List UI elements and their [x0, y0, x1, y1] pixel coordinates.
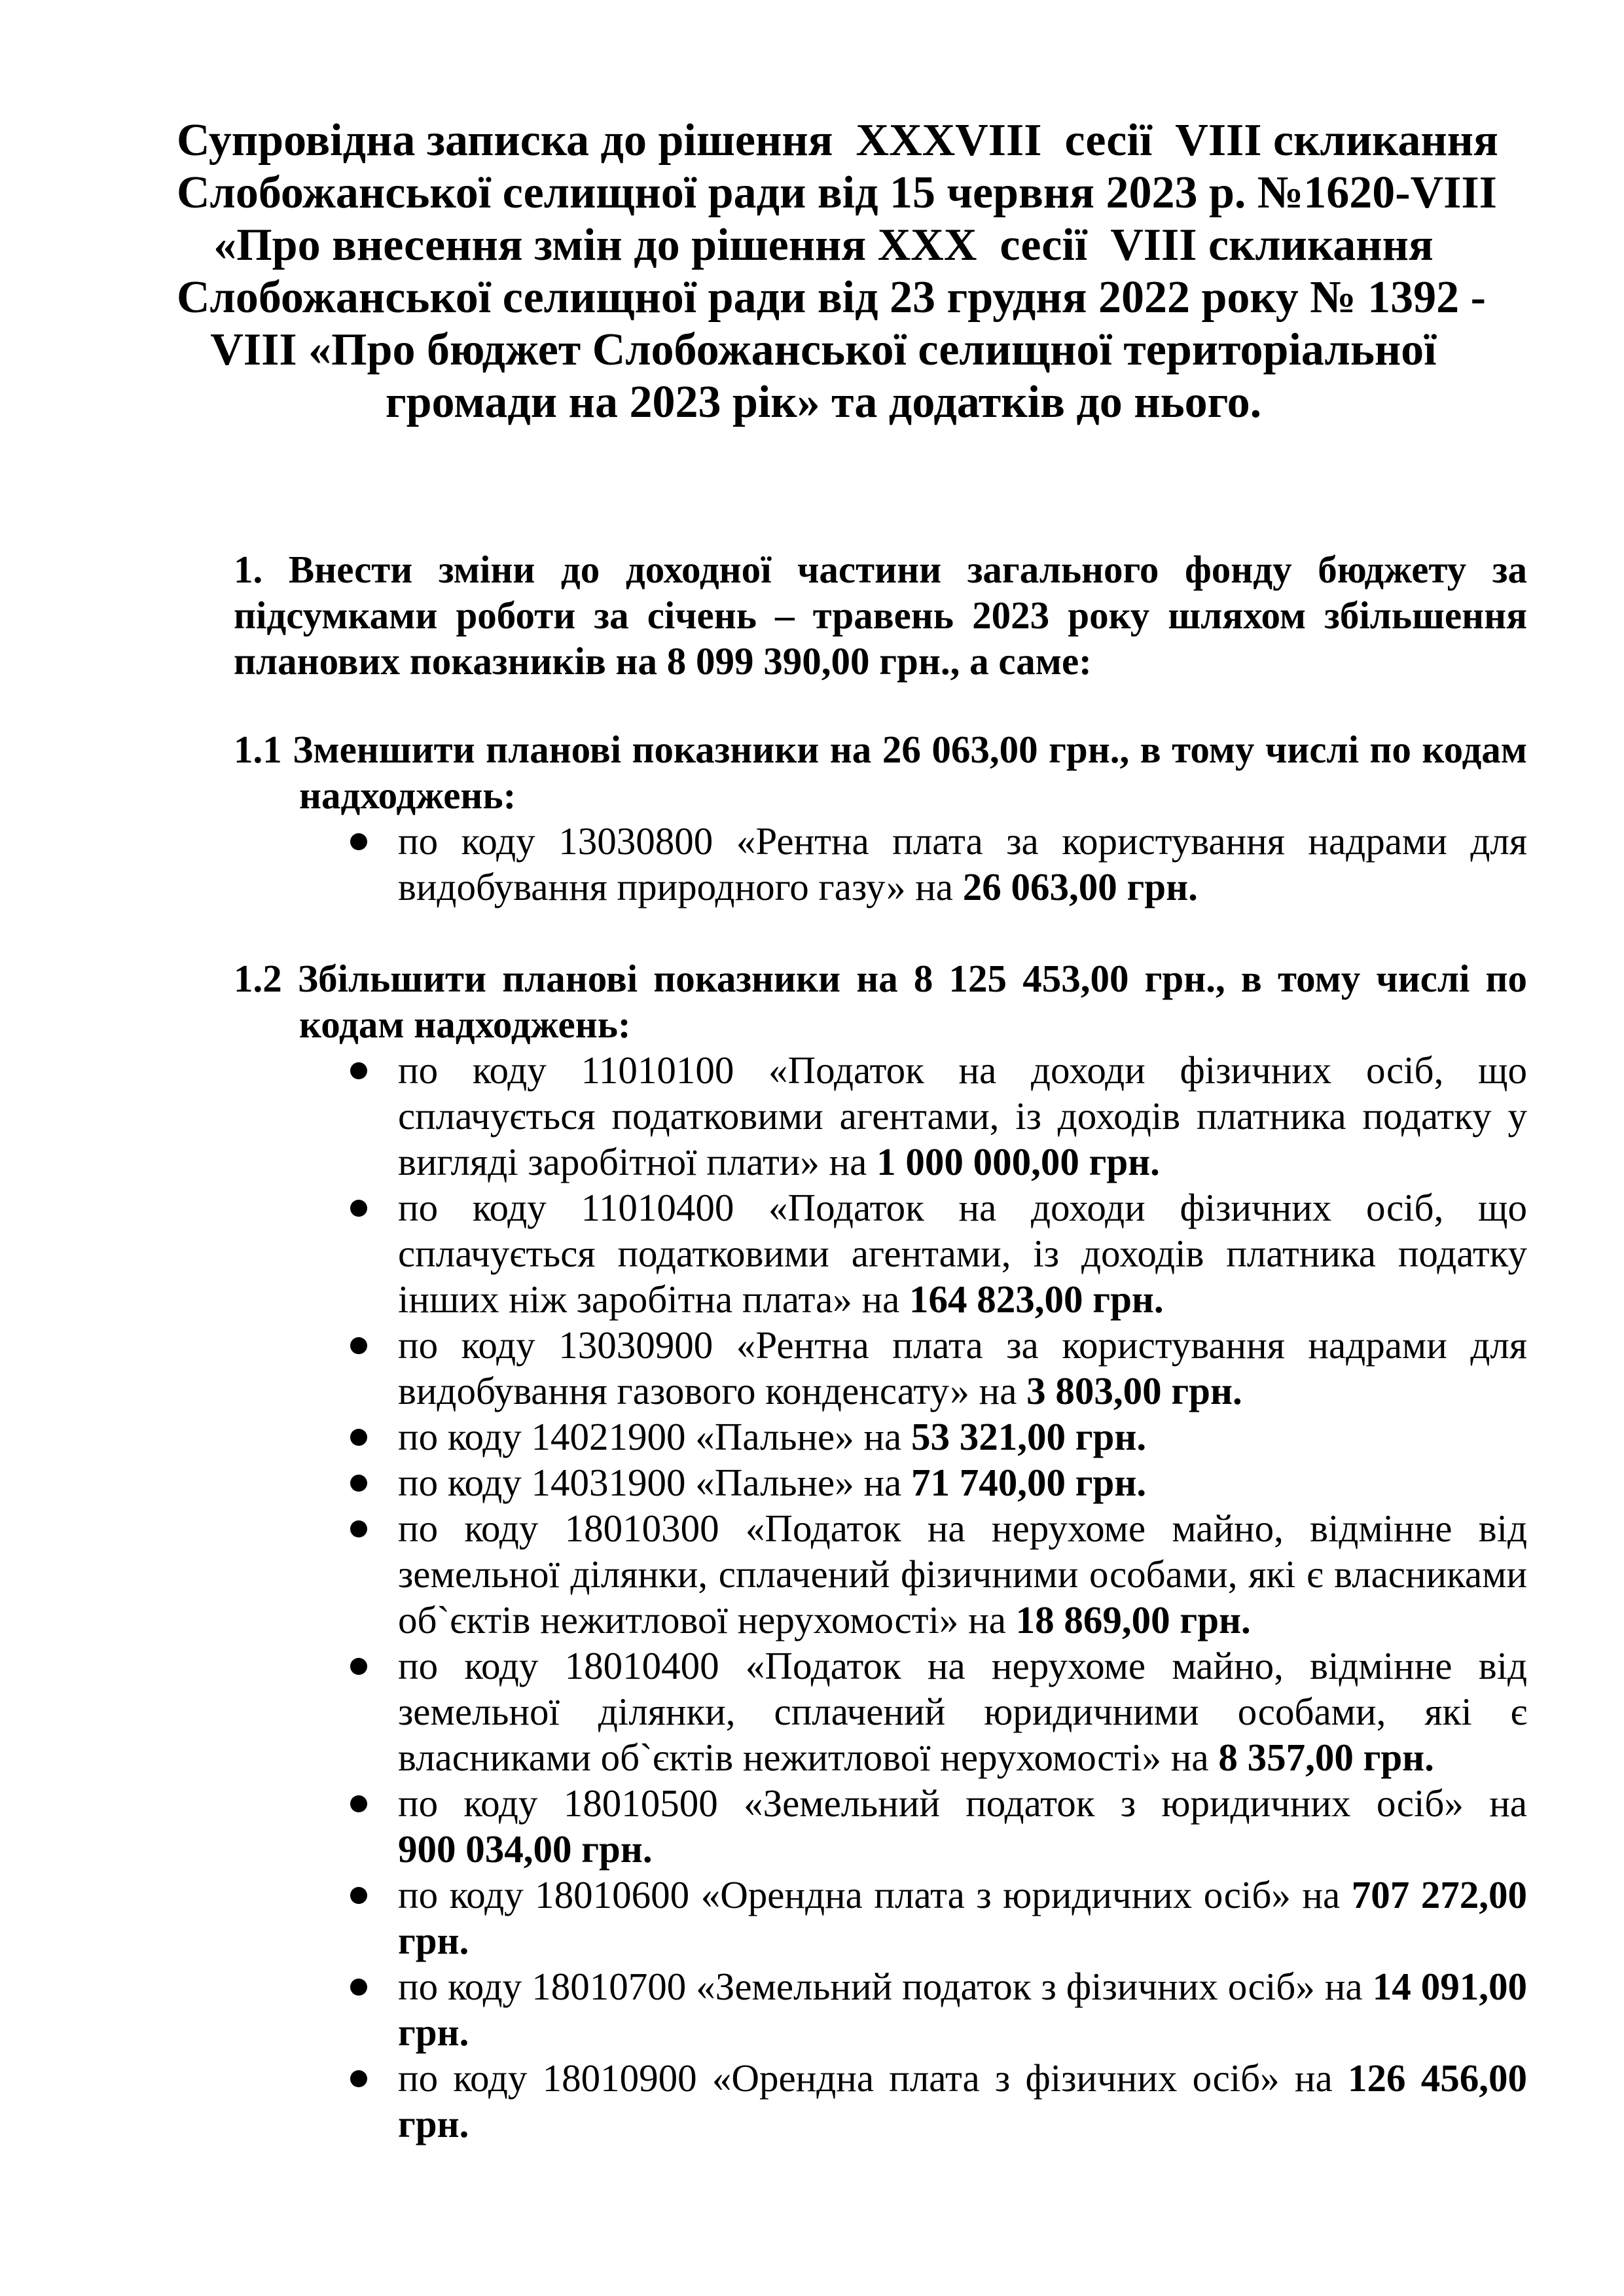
bullet-text: по коду 14031900 «Пальне» на — [398, 1461, 911, 1504]
bullet-item — [234, 818, 1527, 910]
bullet-item — [234, 1460, 1527, 1505]
bullet-item — [234, 1780, 1527, 1872]
amount-bold-text: 53 321,00 грн. — [911, 1415, 1147, 1458]
bullet-item — [234, 1322, 1527, 1414]
bullet-item — [234, 1185, 1527, 1322]
bullet-text: по коду 18010700 «Земельний податок з фізичних осіб» на — [398, 1965, 1373, 2008]
amount-bold-text: 1 000 000,00 грн. — [876, 1140, 1160, 1183]
title-line: Супровідна записка до рішення XXXVIII сесії VIII скликання — [177, 115, 1498, 166]
bullet-text: по коду 13030900 «Рентна плата за користування надрами для видобування газового конденсату» на — [398, 1323, 1527, 1412]
bullet-text: по коду 18010400 «Податок на нерухоме майно, відмінне від земельної ділянки, сплачений юридичними особами, які є власниками об`єктів нежитлової нерухомості» на — [398, 1644, 1527, 1779]
bullet-text: по коду 14021900 «Пальне» на — [398, 1415, 911, 1458]
bullet-item — [234, 1872, 1527, 1964]
decrease-items-list — [234, 818, 1527, 910]
bullet-text: по коду 18010300 «Податок на нерухоме майно, відмінне від земельної ділянки, сплачений фізичними особами, які є власниками об`єктів нежитлової нерухомості» на — [398, 1507, 1527, 1641]
bullet-item — [234, 1047, 1527, 1185]
title-line: Слобожанської селищної ради від 15 червня 2023 р. №1620-VIII — [177, 168, 1497, 218]
section-1-1-heading: 1.1 Зменшити планові показники на 26 063,00 грн., в тому числі по кодам надходжень: — [234, 728, 1527, 817]
intro-paragraph: 1. Внести зміни до доходної частини загального фонду бюджету за підсумками роботи за січень – травень 2023 року шляхом збільшення планових показників на 8 099 390,00 грн., а саме: — [234, 548, 1527, 683]
amount-bold-text: 71 740,00 грн. — [911, 1461, 1147, 1504]
increase-items-list — [234, 1047, 1527, 2147]
amount-bold-text: 900 034,00 грн. — [398, 1827, 653, 1871]
bullet-item — [234, 1643, 1527, 1780]
bullet-text: по коду 18010500 «Земельний податок з юридичних осіб» на — [398, 1782, 1527, 1825]
bullet-item — [234, 2055, 1527, 2147]
section-1-2-heading: 1.2 Збільшити планові показники на 8 125 453,00 грн., в тому числі по кодам надходжень: — [234, 957, 1527, 1046]
amount-bold-text: 8 357,00 грн. — [1218, 1736, 1434, 1779]
bullet-text: по коду 18010900 «Орендна плата з фізичних осіб» на — [398, 2056, 1348, 2100]
document-title — [177, 115, 1498, 429]
title-line: VIII «Про бюджет Слобожанської селищної територіальної — [210, 325, 1437, 375]
title-line: громади на 2023 рік» та додатків до нього. — [385, 377, 1262, 427]
title-line: «Про внесення змін до рішення XXX сесії VIII скликання — [213, 220, 1434, 270]
amount-bold-text: 164 823,00 грн. — [909, 1278, 1164, 1321]
bullet-text: по коду 11010400 «Податок на доходи фізичних осіб, що сплачується податковими агентами, із доходів платника податку інших ніж заробітна плата» на — [398, 1186, 1527, 1321]
amount-bold-text: 707 272,00 грн. — [398, 1873, 1527, 1962]
bullet-text: по коду 13030800 «Рентна плата за користування надрами для видобування природного газу» на — [398, 819, 1527, 908]
title-line: Слобожанської селищної ради від 23 грудня 2022 року № 1392 - — [177, 272, 1486, 323]
amount-bold-text: 26 063,00 грн. — [962, 865, 1198, 908]
amount-bold-text: 3 803,00 грн. — [1026, 1369, 1242, 1412]
bullet-item — [234, 1964, 1527, 2055]
amount-bold-text: 126 456,00 грн. — [398, 2056, 1527, 2145]
amount-bold-text: 14 091,00 грн. — [398, 1965, 1528, 2054]
bullet-text: по коду 18010600 «Орендна плата з юридичних осіб» на — [398, 1873, 1352, 1916]
amount-bold-text: 18 869,00 грн. — [1015, 1598, 1251, 1641]
bullet-text: по коду 11010100 «Податок на доходи фізичних осіб, що сплачується податковими агентами, із доходів платника податку у вигляді заробітної плати» на — [398, 1049, 1527, 1183]
bullet-item — [234, 1505, 1527, 1643]
bullet-item — [234, 1414, 1527, 1460]
